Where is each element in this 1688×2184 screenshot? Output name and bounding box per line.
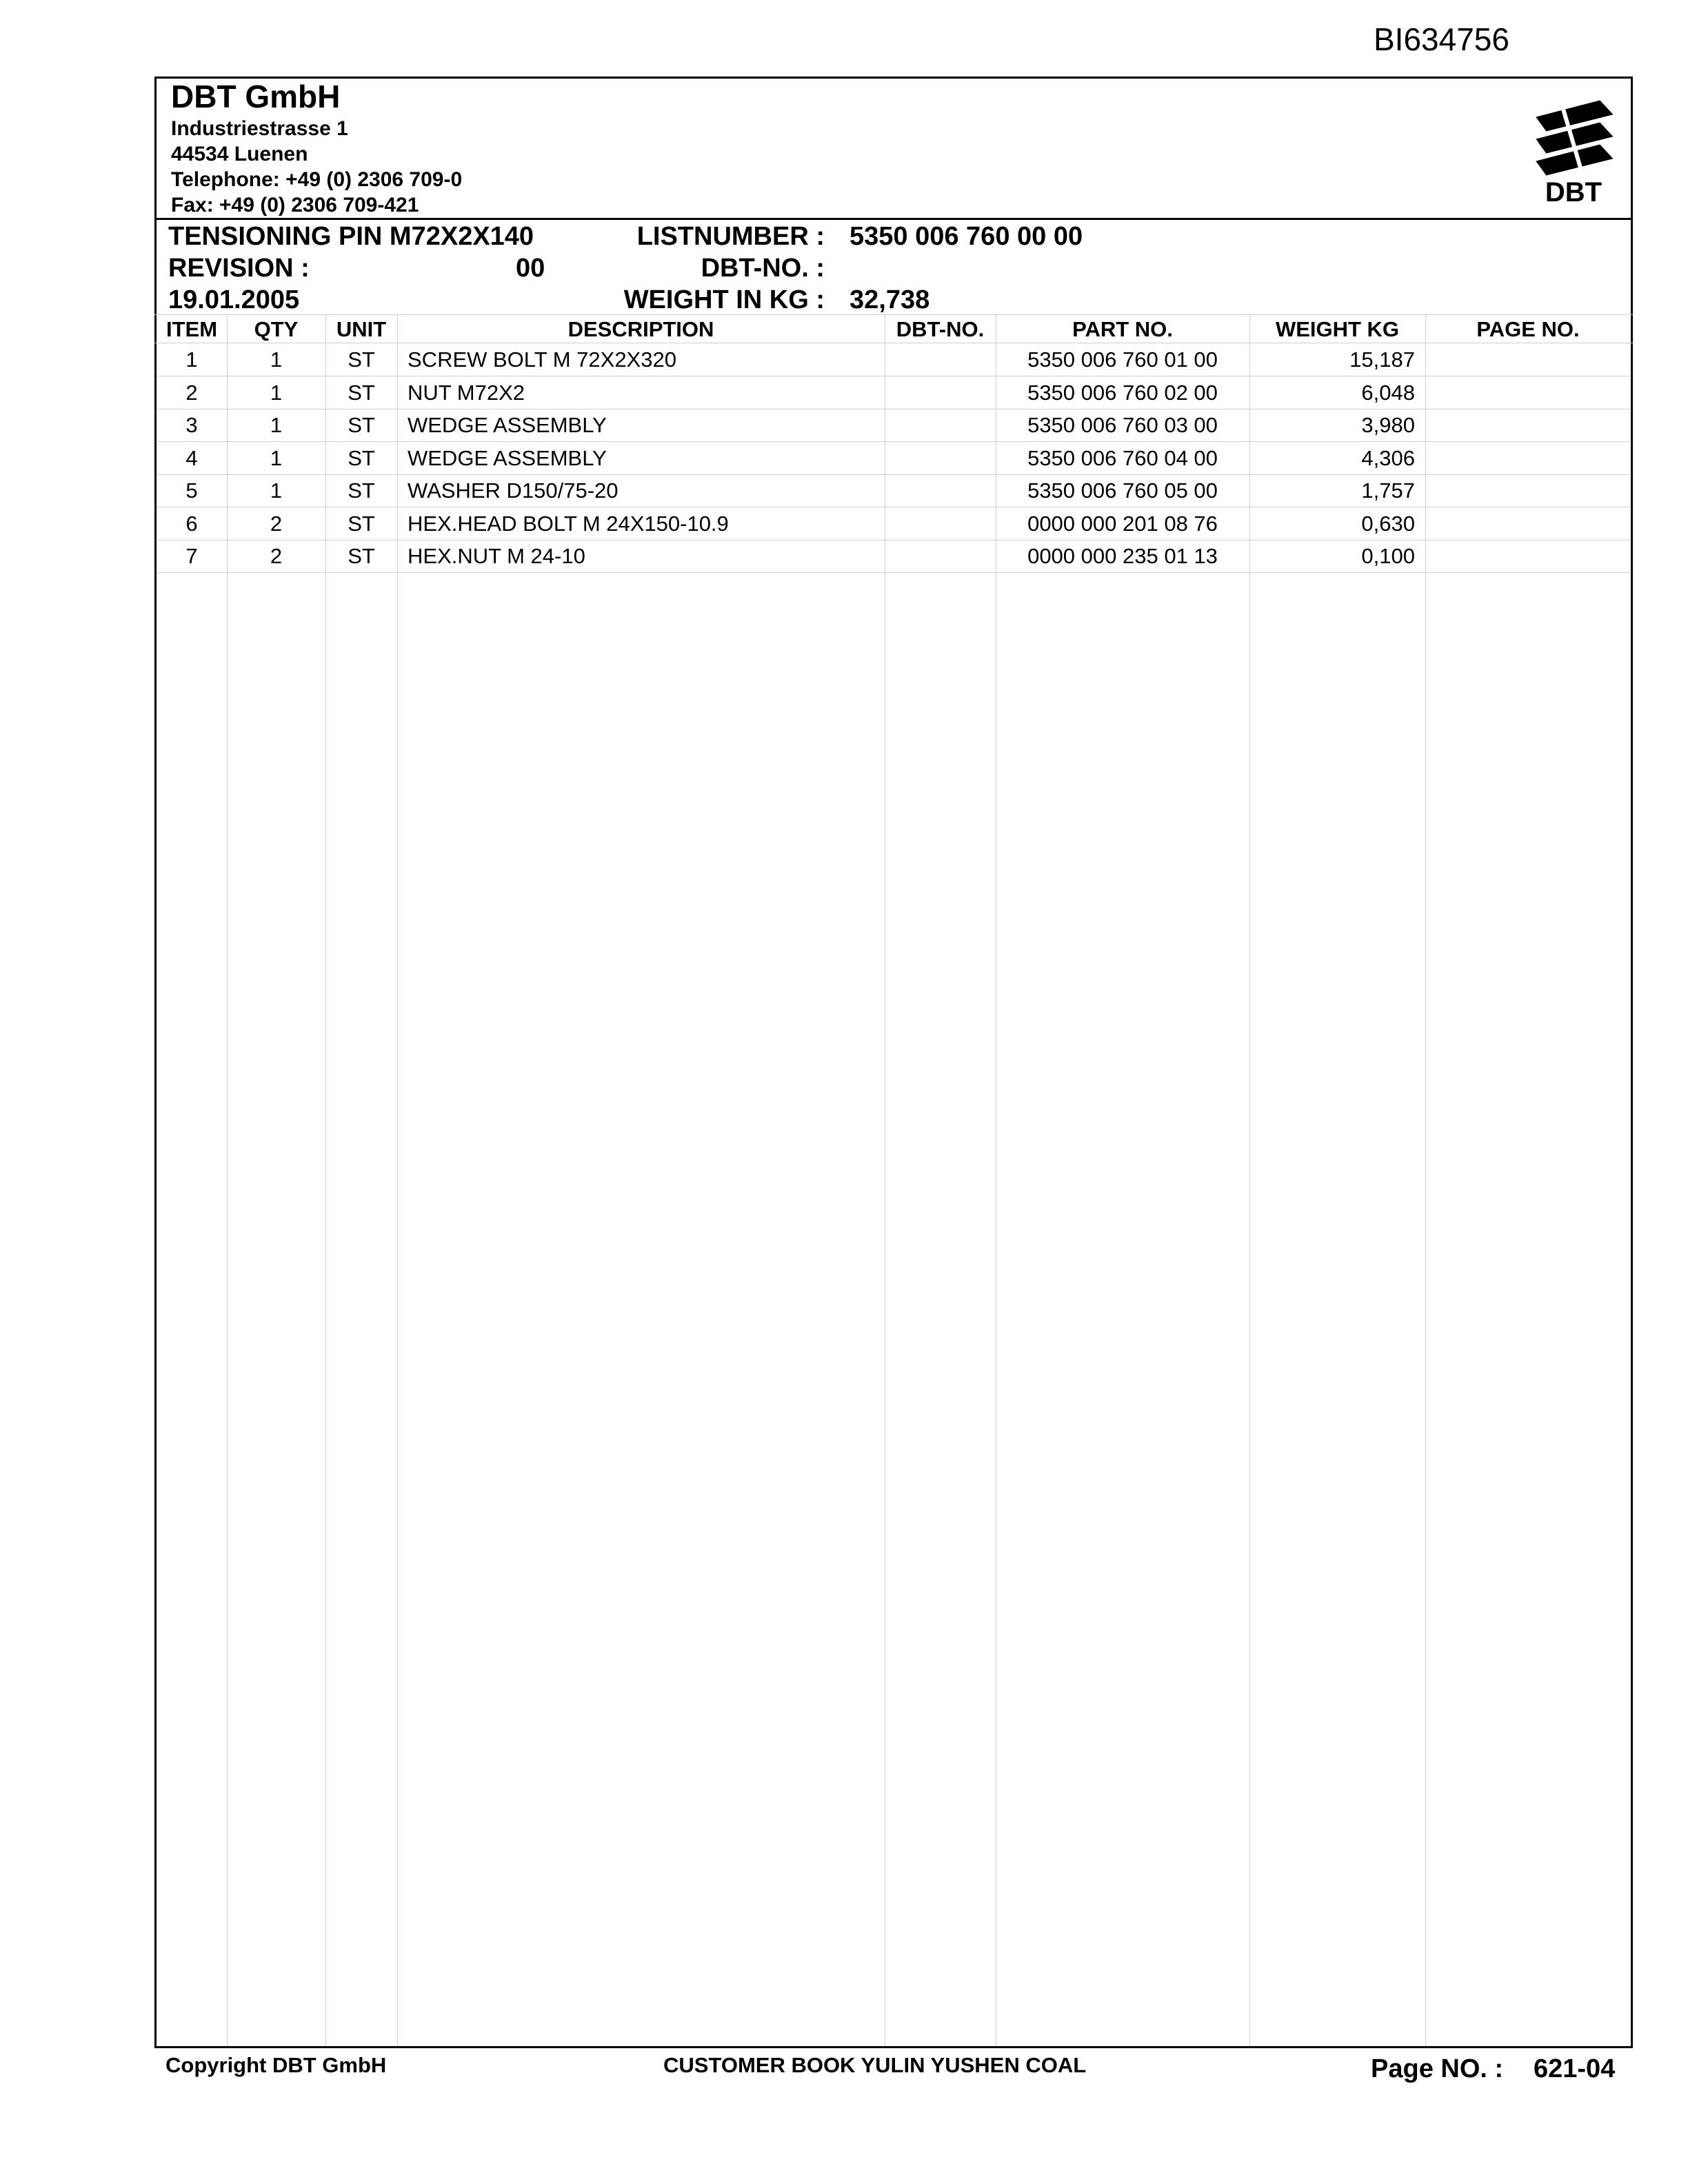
cell-qty: 1: [270, 445, 283, 470]
cell-item: 1: [185, 347, 198, 372]
company-fax: Fax: +49 (0) 2306 709-421: [171, 194, 419, 216]
total-weight-value: 32,738: [850, 285, 930, 314]
cell-qty: 1: [270, 413, 283, 437]
table-header-top-line: [154, 314, 1633, 315]
cell-part-no: 5350 006 760 03 00: [1027, 413, 1218, 437]
cell-description: SCREW BOLT M 72X2X320: [408, 347, 676, 372]
cell-qty: 2: [270, 511, 283, 536]
cell-weight: 3,980: [1361, 413, 1415, 437]
grid-line: [325, 314, 326, 2046]
cell-item: 7: [185, 544, 198, 568]
cell-item: 5: [185, 478, 198, 503]
dbt-logo: [1534, 98, 1614, 208]
cell-unit: ST: [348, 478, 375, 503]
cell-item: 3: [185, 413, 198, 437]
grid-line: [397, 314, 398, 2046]
cell-part-no: 5350 006 760 01 00: [1027, 347, 1218, 372]
cell-unit: ST: [348, 445, 375, 470]
col-header-description: DESCRIPTION: [567, 317, 714, 341]
table-row: [157, 376, 1631, 410]
copyright: Copyright DBT GmbH: [165, 2053, 387, 2077]
dbt-logo-icon: [1534, 98, 1614, 208]
cell-weight: 15,187: [1349, 347, 1415, 372]
cell-unit: ST: [348, 413, 375, 437]
table-row: [157, 409, 1631, 442]
table-row: [157, 507, 1631, 540]
cell-item: 2: [185, 380, 198, 405]
cell-description: WASHER D150/75-20: [408, 478, 619, 503]
col-header-weight: WEIGHT KG: [1275, 317, 1400, 341]
dbtno-label: DBT-NO. :: [701, 254, 825, 283]
cell-item: 6: [185, 511, 198, 536]
cell-part-no: 5350 006 760 05 00: [1027, 478, 1218, 503]
cell-description: HEX.HEAD BOLT M 24X150-10.9: [408, 511, 729, 536]
cell-part-no: 0000 000 201 08 76: [1027, 511, 1218, 536]
weight-label: WEIGHT IN KG :: [623, 285, 825, 314]
header-divider: [154, 218, 1633, 220]
grid-line: [1425, 314, 1426, 2046]
table-row: [157, 442, 1631, 475]
cell-qty: 1: [270, 380, 283, 405]
company-name: DBT GmbH: [171, 79, 341, 114]
cell-description: WEDGE ASSEMBLY: [408, 413, 607, 437]
cell-unit: ST: [348, 544, 375, 568]
listnumber-value: 5350 006 760 00 00: [850, 222, 1083, 251]
table-row: [157, 343, 1631, 376]
cell-part-no: 0000 000 235 01 13: [1027, 544, 1218, 568]
cell-description: HEX.NUT M 24-10: [408, 544, 585, 568]
company-block: [171, 77, 462, 218]
cell-weight: 4,306: [1361, 445, 1415, 470]
document-id: BI634756: [1374, 21, 1509, 57]
list-title: TENSIONING PIN M72X2X140: [168, 222, 534, 251]
cell-item: 4: [185, 445, 198, 470]
col-header-dbt-no: DBT-NO.: [896, 317, 985, 341]
revision-label: REVISION :: [168, 254, 310, 283]
col-header-page-no: PAGE NO.: [1476, 317, 1580, 341]
page-number-label: Page NO. :: [1371, 2054, 1504, 2083]
cell-weight: 6,048: [1361, 380, 1415, 405]
cell-unit: ST: [348, 380, 375, 405]
company-city: 44534 Luenen: [171, 143, 308, 165]
cell-unit: ST: [348, 347, 375, 372]
cell-part-no: 5350 006 760 04 00: [1027, 445, 1218, 470]
cell-description: NUT M72X2: [408, 380, 525, 405]
cell-description: WEDGE ASSEMBLY: [408, 445, 607, 470]
company-telephone: Telephone: +49 (0) 2306 709-0: [171, 168, 463, 191]
grid-line: [227, 314, 228, 2046]
cell-qty: 1: [270, 347, 283, 372]
cell-weight: 0,630: [1361, 511, 1415, 536]
cell-part-no: 5350 006 760 02 00: [1027, 380, 1218, 405]
list-date: 19.01.2005: [168, 285, 300, 314]
col-header-item: ITEM: [165, 317, 218, 341]
listnumber-label: LISTNUMBER :: [636, 222, 825, 251]
table-row: [157, 540, 1631, 573]
cell-qty: 1: [270, 478, 283, 503]
col-header-qty: QTY: [254, 317, 299, 341]
col-header-unit: UNIT: [336, 317, 387, 341]
cell-weight: 1,757: [1361, 478, 1415, 503]
svg-text:DBT: DBT: [1545, 177, 1602, 208]
grid-line: [1249, 314, 1250, 2046]
table-row: [157, 474, 1631, 507]
revision-value: 00: [516, 254, 545, 283]
col-header-part-no: PART NO.: [1072, 317, 1173, 341]
cell-weight: 0,100: [1361, 544, 1415, 568]
cell-unit: ST: [348, 511, 375, 536]
page-number-value: 621-04: [1534, 2054, 1616, 2083]
company-street: Industriestrasse 1: [171, 117, 348, 140]
cell-qty: 2: [270, 544, 283, 568]
customer-book: CUSTOMER BOOK YULIN YUSHEN COAL: [663, 2053, 1087, 2077]
